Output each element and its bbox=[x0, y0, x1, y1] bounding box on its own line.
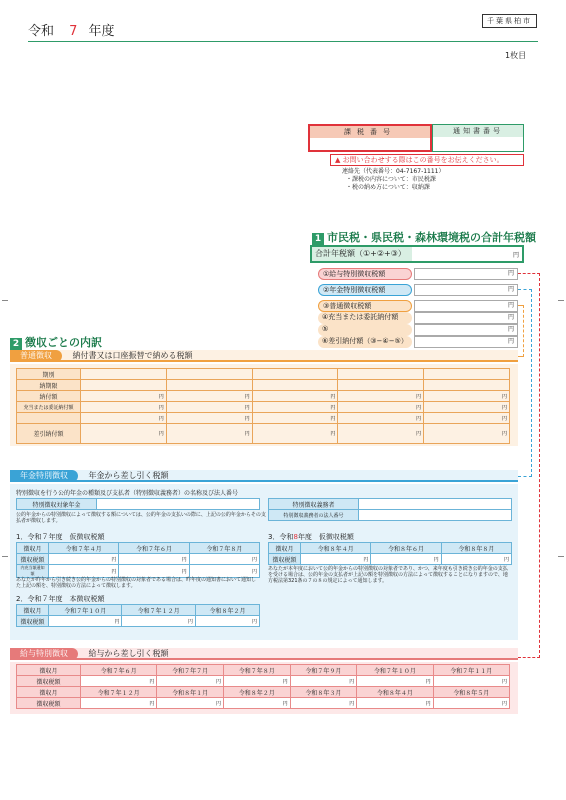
crop-mark bbox=[2, 556, 8, 557]
month-label: 令和７年４月 bbox=[49, 543, 119, 554]
yen-unit: 円 bbox=[252, 402, 338, 413]
year-suffix: 年度 bbox=[88, 24, 115, 39]
breakdown-value bbox=[414, 324, 518, 336]
yen-unit: 円 bbox=[357, 698, 433, 709]
breakdown-row bbox=[318, 312, 518, 324]
yen-unit: 円 bbox=[252, 424, 338, 444]
header-bar bbox=[28, 20, 538, 42]
yen-unit: 円 bbox=[49, 565, 119, 578]
breakdown-row bbox=[318, 284, 518, 296]
col-tax-label: 徴収税額 bbox=[17, 698, 81, 709]
yen-unit: 円 bbox=[81, 402, 167, 413]
col-month-label: 徴収月 bbox=[17, 605, 49, 616]
yen-unit: 円 bbox=[433, 676, 509, 687]
salary-band bbox=[10, 648, 518, 660]
month-label: 令和８年４月 bbox=[301, 543, 371, 554]
prov3-year: 8 bbox=[293, 533, 298, 541]
salary-desc: 給与から差し引く税額 bbox=[88, 649, 169, 658]
yen-unit: 円 bbox=[338, 413, 424, 424]
crop-mark bbox=[2, 300, 8, 301]
month-label: 令和７年１０月 bbox=[49, 605, 122, 616]
ordinary-row-label bbox=[17, 413, 81, 424]
section-number: 2 bbox=[10, 338, 22, 350]
pension-obligor-label: 特別徴収義務者 bbox=[269, 499, 359, 510]
breakdown-value bbox=[414, 312, 518, 324]
yen-unit: 円 bbox=[122, 616, 195, 627]
breakdown-label: ①給与特別徴収税額 bbox=[318, 268, 412, 280]
col-tax-label: 徴収税額 bbox=[269, 554, 301, 565]
col-month-label: 徴収月 bbox=[269, 543, 301, 554]
yen-unit: 円 bbox=[195, 616, 259, 627]
yen-unit: 円 bbox=[507, 326, 514, 333]
pension-target-label: 特別徴収対象年金 bbox=[17, 499, 97, 510]
yen-unit: 円 bbox=[507, 338, 514, 345]
yen-unit: 円 bbox=[338, 424, 424, 444]
sheet-count: 1枚目 bbox=[505, 51, 527, 60]
total-tax-box bbox=[310, 245, 524, 263]
month-label: 令和７年１０月 bbox=[357, 665, 433, 676]
yen-unit: 円 bbox=[81, 413, 167, 424]
pension-prov2-title: 2．令和７年度 本徴収税額 bbox=[16, 595, 105, 603]
year-number: 7 bbox=[69, 24, 78, 39]
breakdown-row bbox=[318, 324, 518, 336]
yen-unit: 円 bbox=[301, 554, 371, 565]
total-tax-label: 合計年税額（①+②+③） bbox=[312, 247, 412, 261]
breakdown-label: ④充当または委託納付額 bbox=[318, 312, 412, 324]
breakdown-value bbox=[414, 284, 518, 296]
breakdown-label: ⑤ bbox=[318, 324, 412, 336]
notice-number-label: 通知書番号 bbox=[433, 125, 523, 137]
month-label: 令和８年３月 bbox=[290, 687, 357, 698]
notice-number-box bbox=[432, 124, 524, 152]
month-label: 令和８年４月 bbox=[357, 687, 433, 698]
yen-unit: 円 bbox=[357, 676, 433, 687]
salary-panel bbox=[10, 662, 518, 714]
month-label: 令和７年８月 bbox=[189, 543, 259, 554]
breakdown-value bbox=[414, 336, 518, 348]
ordinary-row-label: 納期限 bbox=[17, 380, 81, 391]
pension-prov1-table bbox=[16, 542, 260, 578]
yen-unit: 円 bbox=[223, 698, 290, 709]
pension-prov2-table bbox=[16, 604, 260, 627]
yen-unit: 円 bbox=[338, 402, 424, 413]
yen-unit: 円 bbox=[81, 424, 167, 444]
prefecture-badge: 千葉県柏市 bbox=[482, 14, 537, 28]
ordinary-band bbox=[10, 350, 518, 362]
era-label: 令和 bbox=[28, 24, 55, 39]
month-label: 令和７年６月 bbox=[81, 665, 157, 676]
yen-unit: 円 bbox=[119, 554, 189, 565]
section2-title bbox=[10, 334, 102, 350]
yen-unit: 円 bbox=[189, 554, 259, 565]
salary-tag: 給与特別徴収 bbox=[10, 648, 78, 660]
col-tax-label: 徴収税額 bbox=[17, 554, 49, 565]
ordinary-tag: 普通徴収 bbox=[10, 350, 62, 362]
crop-mark bbox=[558, 300, 564, 301]
yen-unit: 円 bbox=[49, 616, 122, 627]
pension-band bbox=[10, 470, 518, 482]
pension-prov1-title: 1．令和７年度 仮徴収税額 bbox=[16, 533, 105, 541]
breakdown-label: ③普通徴収税額 bbox=[318, 300, 412, 312]
salary-table bbox=[16, 664, 510, 709]
tax-number-box bbox=[308, 124, 432, 152]
col-adj-label: 内充当額通知額 bbox=[17, 565, 49, 578]
month-label: 令和８年２月 bbox=[195, 605, 259, 616]
breakdown-label: ②年金特別徴収税額 bbox=[318, 284, 412, 296]
month-label: 令和８年５月 bbox=[433, 687, 509, 698]
section2-title-text: 徴収ごとの内訳 bbox=[25, 336, 102, 349]
month-label: 令和８年１月 bbox=[157, 687, 224, 698]
month-label: 令和７年１１月 bbox=[433, 665, 509, 676]
ordinary-connector bbox=[518, 305, 524, 357]
yen-unit: 円 bbox=[119, 565, 189, 578]
ordinary-desc: 納付書又は口座振替で納める税額 bbox=[72, 351, 193, 360]
yen-unit: 円 bbox=[424, 413, 510, 424]
ordinary-row-label: 納付額 bbox=[17, 391, 81, 402]
section1-title bbox=[312, 229, 536, 245]
breakdown-row bbox=[318, 300, 518, 312]
contact-line: 連絡先（代表番号：04-7167-1111） bbox=[342, 168, 445, 175]
breakdown-label: ⑥差引納付額（③−④−⑤） bbox=[318, 336, 412, 348]
yen-unit: 円 bbox=[157, 698, 224, 709]
pension-corp-label: 特別徴収義務者の法人番号 bbox=[269, 510, 359, 521]
yen-unit: 円 bbox=[338, 391, 424, 402]
yen-unit: 円 bbox=[166, 402, 252, 413]
month-label: 令和８年２月 bbox=[223, 687, 290, 698]
col-month-label: 徴収月 bbox=[17, 665, 81, 676]
ordinary-row-label: 期別 bbox=[17, 369, 81, 380]
prov3-title-b: 年度 仮徴収税額 bbox=[297, 533, 354, 541]
tax-number-label: 課税番号 bbox=[310, 126, 430, 138]
contact-info bbox=[342, 168, 445, 192]
month-label: 令和７年７月 bbox=[157, 665, 224, 676]
month-label: 令和７年６月 bbox=[119, 543, 189, 554]
ordinary-row-label: 差引納付額 bbox=[17, 424, 81, 444]
month-label: 令和７年１２月 bbox=[81, 687, 157, 698]
yen-unit: 円 bbox=[81, 698, 157, 709]
yen-unit: 円 bbox=[424, 402, 510, 413]
yen-unit: 円 bbox=[290, 676, 357, 687]
yen-unit: 円 bbox=[507, 286, 514, 293]
yen-unit: 円 bbox=[441, 554, 511, 565]
yen-unit: 円 bbox=[371, 554, 441, 565]
section1-title-text: 市民税・県民税・森林環境税の合計年税額 bbox=[327, 231, 536, 244]
month-label: 令和７年１２月 bbox=[122, 605, 195, 616]
breakdown-row bbox=[318, 268, 518, 280]
yen-unit: 円 bbox=[81, 391, 167, 402]
pension-prov3-table bbox=[268, 542, 512, 565]
yen-unit: 円 bbox=[507, 314, 514, 321]
pension-panel bbox=[10, 484, 518, 640]
inquiry-note bbox=[330, 154, 524, 166]
yen-unit: 円 bbox=[512, 252, 519, 259]
prov3-title-a: 3．令和 bbox=[268, 533, 294, 541]
pension-note2: あなたが昨年から引き続き公的年金からの特別徴収の対象者である場合は、昨年度の通知書において通知した上記の額を、特別徴収の方法によって徴収します。 bbox=[16, 577, 257, 589]
yen-unit: 円 bbox=[166, 413, 252, 424]
yen-unit: 円 bbox=[507, 270, 514, 277]
ordinary-table bbox=[16, 368, 510, 444]
col-month-label: 徴収月 bbox=[17, 687, 81, 698]
yen-unit: 円 bbox=[424, 391, 510, 402]
col-month-label: 徴収月 bbox=[17, 543, 49, 554]
pension-prov3-title bbox=[268, 532, 354, 542]
yen-unit: 円 bbox=[166, 391, 252, 402]
pension-target-table bbox=[16, 498, 260, 510]
section-number: 1 bbox=[312, 233, 324, 245]
yen-unit: 円 bbox=[157, 676, 224, 687]
breakdown-row bbox=[318, 336, 518, 348]
yen-unit: 円 bbox=[189, 565, 259, 578]
pension-note3: あなたが本年度において公的年金からの特別徴収の対象者であり、かつ、来年度も引き続き公的年金の支払を受ける場合は、公的年金の支払者が上記の額を特別徴収の方法によって徴収することになりますので、地方税法第321条の７の８の規定によって通知します。 bbox=[268, 566, 508, 584]
warning-icon: ▲ bbox=[335, 156, 341, 164]
pension-heading: 特別徴収を行う公的年金の種類及び支払者（特別徴収義務者）の名称及び法人番号 bbox=[16, 490, 239, 497]
pension-obligor-table bbox=[268, 498, 512, 521]
pension-desc: 年金から差し引く税額 bbox=[88, 471, 169, 480]
yen-unit: 円 bbox=[252, 413, 338, 424]
col-tax-label: 徴収税額 bbox=[17, 676, 81, 687]
breakdown-value bbox=[414, 300, 518, 312]
contact-line: ・税の納め方について：収納課 bbox=[346, 184, 430, 191]
breakdown-value bbox=[414, 268, 518, 280]
yen-unit: 円 bbox=[81, 676, 157, 687]
col-tax-label: 徴収税額 bbox=[17, 616, 49, 627]
yen-unit: 円 bbox=[507, 302, 514, 309]
yen-unit: 円 bbox=[290, 698, 357, 709]
month-label: 令和７年９月 bbox=[290, 665, 357, 676]
yen-unit: 円 bbox=[433, 698, 509, 709]
month-label: 令和８年６月 bbox=[371, 543, 441, 554]
pension-tag: 年金特別徴収 bbox=[10, 470, 78, 482]
yen-unit: 円 bbox=[223, 676, 290, 687]
ordinary-panel bbox=[10, 364, 518, 446]
inquiry-note-text: お問い合わせする際はこの番号をお伝えください。 bbox=[342, 156, 504, 164]
contact-line: ・課税の内容について：市民税課 bbox=[346, 176, 436, 183]
ordinary-row-label: 充当または委託納付額 bbox=[17, 402, 81, 413]
yen-unit: 円 bbox=[49, 554, 119, 565]
yen-unit: 円 bbox=[424, 424, 510, 444]
crop-mark bbox=[558, 556, 564, 557]
month-label: 令和８年８月 bbox=[441, 543, 511, 554]
yen-unit: 円 bbox=[252, 391, 338, 402]
month-label: 令和７年８月 bbox=[223, 665, 290, 676]
yen-unit: 円 bbox=[166, 424, 252, 444]
pension-note: 公的年金からの特別徴収によって徴収する額については、公的年金の支払いの際に、上記の公的年金からその支払者が徴収します。 bbox=[16, 512, 266, 524]
